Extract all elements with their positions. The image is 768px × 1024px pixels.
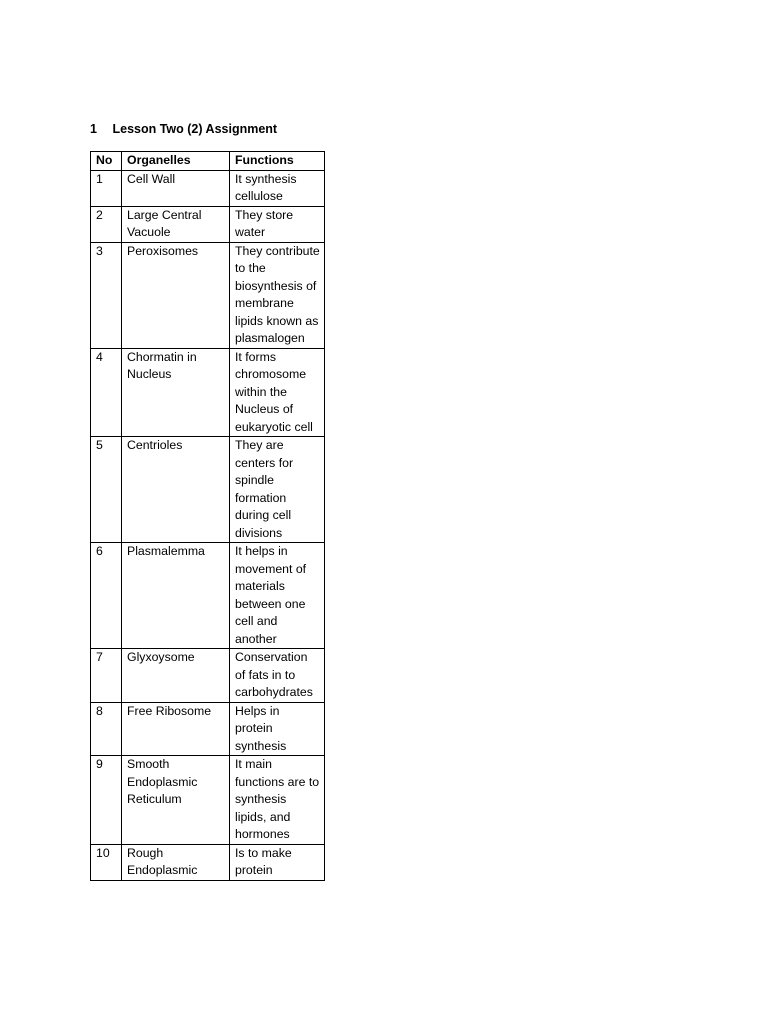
cell-no: 3: [91, 242, 122, 348]
table-row: [91, 702, 325, 756]
cell-function: It main functions are to synthesis lipids, and hormones: [230, 756, 325, 845]
table-row: [91, 649, 325, 703]
cell-organelle: Centrioles: [122, 437, 230, 543]
cell-function: They contribute to the biosynthesis of membrane lipids known as plasmalogen: [230, 242, 325, 348]
cell-organelle: Chormatin in Nucleus: [122, 348, 230, 437]
cell-organelle: Smooth Endoplasmic Reticulum: [122, 756, 230, 845]
cell-function: They are centers for spindle formation during cell divisions: [230, 437, 325, 543]
cell-organelle: Cell Wall: [122, 170, 230, 206]
heading-title: Lesson Two (2) Assignment: [112, 122, 278, 136]
header-no: No: [91, 152, 122, 171]
heading-number: 1: [90, 122, 97, 136]
table-row: [91, 206, 325, 242]
cell-no: 5: [91, 437, 122, 543]
cell-organelle: Glyxoysome: [122, 649, 230, 703]
table-row: [91, 437, 325, 543]
table-row: [91, 543, 325, 649]
cell-organelle: Rough Endoplasmic: [122, 844, 230, 880]
assignment-heading: [90, 122, 277, 136]
table-header-row: [91, 152, 325, 171]
table-row: [91, 844, 325, 880]
cell-organelle: Large Central Vacuole: [122, 206, 230, 242]
cell-no: 7: [91, 649, 122, 703]
organelles-table: [90, 151, 325, 881]
header-functions: Functions: [230, 152, 325, 171]
table-row: [91, 170, 325, 206]
header-organelles: Organelles: [122, 152, 230, 171]
cell-function: Is to make protein: [230, 844, 325, 880]
cell-organelle: Peroxisomes: [122, 242, 230, 348]
cell-no: 8: [91, 702, 122, 756]
cell-function: It forms chromosome within the Nucleus of eukaryotic cell: [230, 348, 325, 437]
cell-function: Conservation of fats in to carbohydrates: [230, 649, 325, 703]
cell-no: 10: [91, 844, 122, 880]
cell-function: They store water: [230, 206, 325, 242]
cell-function: It synthesis cellulose: [230, 170, 325, 206]
cell-no: 9: [91, 756, 122, 845]
table-row: [91, 242, 325, 348]
cell-organelle: Free Ribosome: [122, 702, 230, 756]
table-row: [91, 756, 325, 845]
cell-function: It helps in movement of materials between one cell and another: [230, 543, 325, 649]
cell-organelle: Plasmalemma: [122, 543, 230, 649]
cell-no: 1: [91, 170, 122, 206]
cell-no: 2: [91, 206, 122, 242]
cell-no: 6: [91, 543, 122, 649]
cell-function: Helps in protein synthesis: [230, 702, 325, 756]
cell-no: 4: [91, 348, 122, 437]
table-row: [91, 348, 325, 437]
